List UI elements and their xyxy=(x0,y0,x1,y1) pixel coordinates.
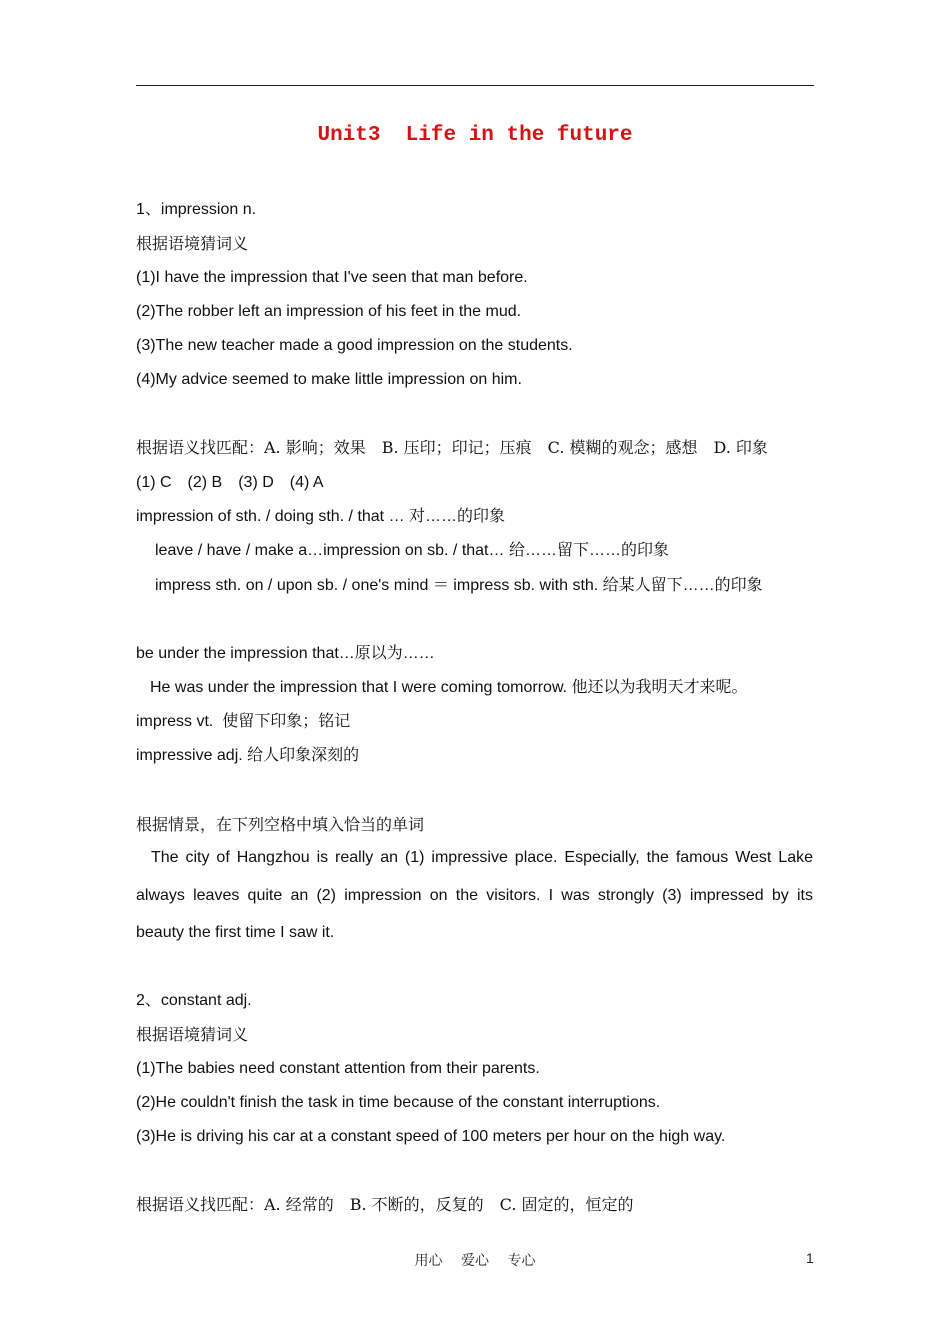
header-rule xyxy=(136,85,814,86)
impressive-definition: impressive adj. 给人印象深刻的 xyxy=(136,747,360,764)
impress-definition: impress vt. 使留下印象；铭记 xyxy=(136,713,351,730)
section1-example-4: (4)My advice seemed to make little impression on him. xyxy=(136,371,522,388)
section2-example-3: (3)He is driving his car at a constant speed of 100 meters per hour on the high way. xyxy=(136,1128,726,1145)
fill-blank-instruction: 根据情景，在下列空格中填入恰当的单词 xyxy=(136,815,425,834)
section1-match-options: 根据语义找匹配：A. 影响；效果 B. 压印；印记；压痕 C. 模糊的观念；感想 D. 印象 xyxy=(136,438,768,457)
section2-example-1: (1)The babies need constant attention from their parents. xyxy=(136,1060,540,1077)
section1-guess-instruction: 根据语境猜词义 xyxy=(136,234,249,253)
page-title: Unit3 Life in the future xyxy=(317,124,633,147)
footer-slogan: 用心 爱心 专心 xyxy=(414,1253,536,1269)
phrase-under-impression: be under the impression that…原以为…… xyxy=(136,645,435,662)
page-number: 1 xyxy=(806,1250,814,1266)
section1-example-1: (1)I have the impression that I've seen that man before. xyxy=(136,269,528,286)
phrase-impression-of: impression of sth. / doing sth. / that … 对……的印象 xyxy=(136,508,506,525)
fill-paragraph-line-2: always leaves quite an (2) impression on the visitors. I was strongly (3) impressed by its xyxy=(136,887,813,904)
section2-match-options: 根据语义找匹配：A. 经常的 B. 不断的，反复的 C. 固定的，恒定的 xyxy=(136,1195,634,1214)
section2-guess-instruction: 根据语境猜词义 xyxy=(136,1025,249,1044)
phrase-leave-impression: leave / have / make a…impression on sb. / that… 给……留下……的印象 xyxy=(155,542,669,559)
section2-heading: 2、constant adj. xyxy=(136,992,252,1009)
fill-paragraph-line-3: beauty the first time I saw it. xyxy=(136,924,335,941)
phrase-impress-on: impress sth. on / upon sb. / one's mind ＝ impress sb. with sth. 给某人留下……的印象 xyxy=(155,577,763,594)
section1-example-3: (3)The new teacher made a good impression on the students. xyxy=(136,337,573,354)
phrase-under-impression-example: He was under the impression that I were coming tomorrow. 他还以为我明天才来呢。 xyxy=(150,679,748,696)
section1-heading: 1、impression n. xyxy=(136,201,257,218)
section2-example-2: (2)He couldn't finish the task in time because of the constant interruptions. xyxy=(136,1094,661,1111)
section1-answers: (1) C (2) B (3) D (4) A xyxy=(136,474,324,491)
fill-paragraph-line-1: The city of Hangzhou is really an (1) impressive place. Especially, the famous West Lake xyxy=(151,849,813,866)
section1-example-2: (2)The robber left an impression of his feet in the mud. xyxy=(136,303,522,320)
